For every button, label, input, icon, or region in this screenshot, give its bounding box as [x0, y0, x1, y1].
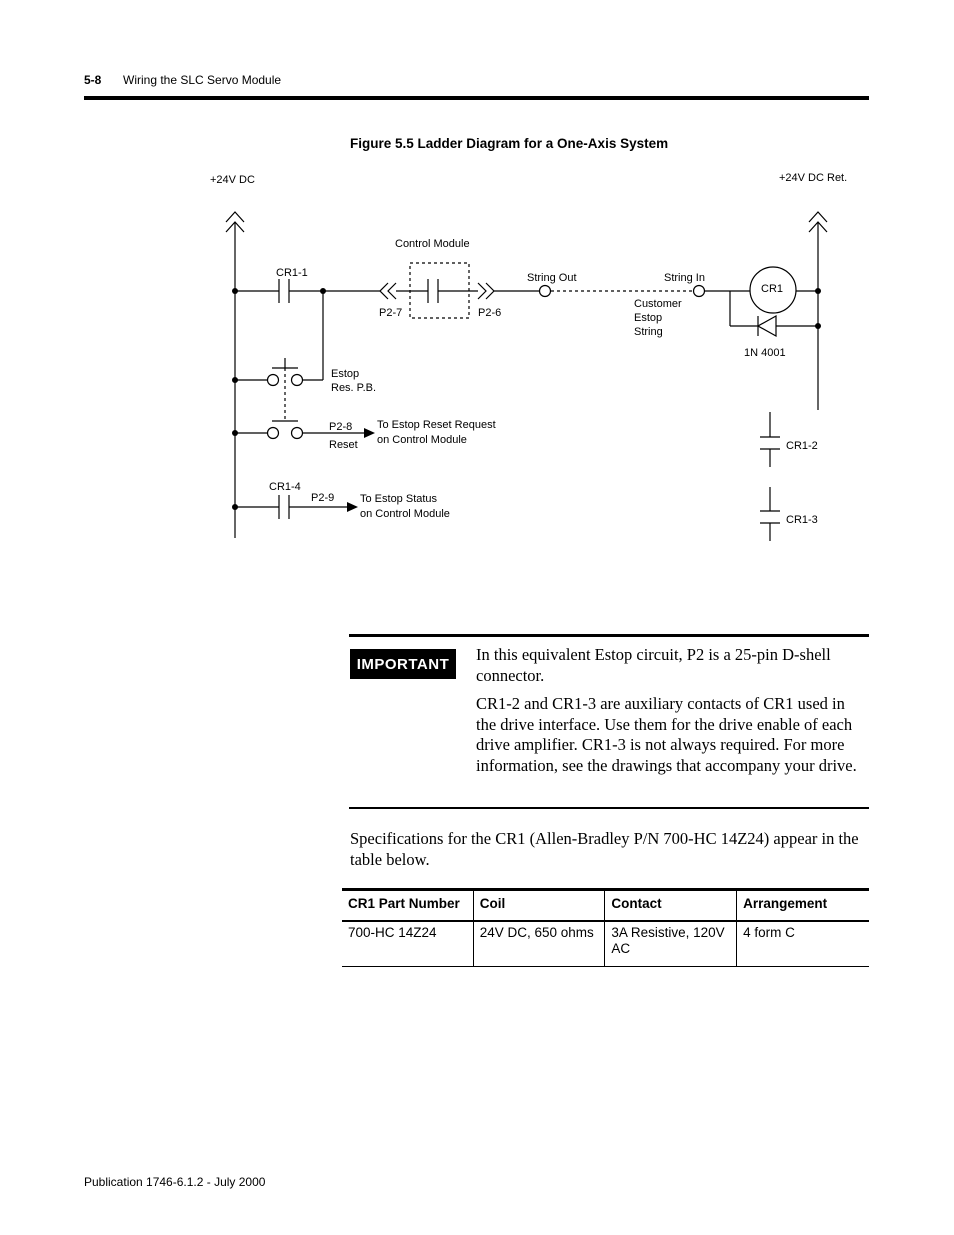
diode-1n4001	[758, 316, 776, 336]
label-estop-pb-2: Res. P.B.	[331, 382, 377, 394]
table-row	[342, 921, 869, 967]
cell-contact: 3A Resistive, 120V AC	[605, 921, 737, 967]
cell-arrangement: 4 form C	[737, 921, 869, 967]
estop-pb-terminal-left	[268, 375, 279, 386]
important-rule-top	[349, 634, 869, 637]
cell-part-number: 700-HC 14Z24	[342, 921, 473, 967]
label-cr1-3: CR1-3	[786, 514, 818, 526]
label-p2-6: P2-6	[478, 307, 502, 319]
ladder-diagram	[0, 0, 954, 560]
important-paragraph-2: CR1-2 and CR1-3 are auxiliary contacts of CR1 used in the drive interface. Use them for the drive enable of each drive amplifier. CR1-3 is not always required. For more information, see the drawings that accompany your drive.	[476, 694, 857, 775]
label-string-out: String Out	[527, 272, 577, 284]
label-p2-8: P2-8	[329, 421, 353, 433]
label-p2-7: P2-7	[379, 307, 403, 319]
status-arrow	[347, 502, 358, 512]
publication-footer: Publication 1746-6.1.2 - July 2000	[84, 1175, 266, 1189]
p2-6-connector	[478, 283, 494, 299]
label-cr1-coil: CR1	[761, 283, 784, 295]
string-in-terminal	[694, 286, 705, 297]
header-contact: Contact	[605, 890, 737, 922]
label-cr1-4: CR1-4	[269, 481, 301, 493]
label-estop: Estop	[634, 312, 663, 324]
cell-coil: 24V DC, 650 ohms	[473, 921, 605, 967]
section-title: Wiring the SLC Servo Module	[123, 73, 282, 87]
label-string: String	[634, 326, 663, 338]
spec-paragraph: Specifications for the CR1 (Allen-Bradley P/N 700-HC 14Z24) appear in the table below.	[350, 829, 859, 869]
estop-pb-terminal-right	[292, 375, 303, 386]
label-diode: 1N 4001	[744, 347, 786, 359]
page-number: 5-8	[84, 73, 102, 87]
label-status-1: To Estop Status	[360, 493, 438, 505]
label-cr1-2: CR1-2	[786, 440, 818, 452]
p2-7-connector	[380, 283, 396, 299]
label-status-2: on Control Module	[360, 508, 450, 520]
important-rule-bottom	[349, 807, 869, 809]
table-header-row	[342, 890, 869, 922]
string-out-terminal	[540, 286, 551, 297]
label-estop-pb-1: Estop	[331, 368, 360, 380]
label-customer: Customer	[634, 298, 682, 310]
header-part-number: CR1 Part Number	[342, 890, 473, 922]
important-badge: IMPORTANT	[350, 649, 456, 679]
label-string-in: String In	[664, 272, 705, 284]
important-paragraph-1: In this equivalent Estop circuit, P2 is a 25-pin D-shell connector.	[476, 645, 831, 685]
reset-pb-terminal-right	[292, 428, 303, 439]
figure-caption: Figure 5.5 Ladder Diagram for a One-Axis System	[350, 136, 669, 151]
label-reset-request-1: To Estop Reset Request	[377, 419, 496, 431]
reset-pb-terminal-left	[268, 428, 279, 439]
junction-dots	[232, 288, 821, 510]
label-cr1-1: CR1-1	[276, 267, 308, 279]
label-reset-request-2: on Control Module	[377, 434, 467, 446]
header-arrangement: Arrangement	[737, 890, 869, 922]
spec-table	[342, 888, 869, 967]
label-control-module: Control Module	[395, 238, 470, 250]
reset-request-arrow	[364, 428, 375, 438]
label-plus24-ret: +24V DC Ret.	[779, 172, 848, 184]
label-plus24: +24V DC	[210, 174, 255, 186]
label-p2-9: P2-9	[311, 492, 335, 504]
label-reset: Reset	[329, 439, 358, 451]
header-coil: Coil	[473, 890, 605, 922]
